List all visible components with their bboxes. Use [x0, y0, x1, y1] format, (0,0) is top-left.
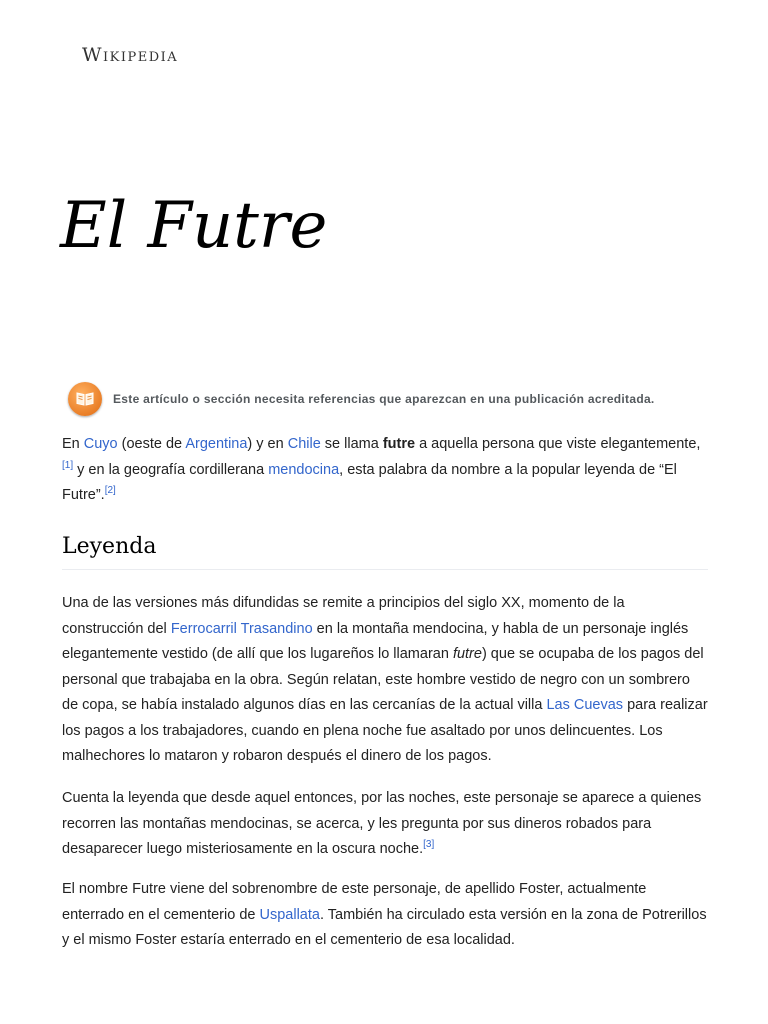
link-mendocina[interactable]: mendocina — [268, 461, 340, 478]
text: en la montaña mendocina, y habla de un personaje inglés elegantemente vestido (de allí que los lugareños lo llamaran — [62, 620, 689, 662]
link-argentina[interactable]: Argentina — [185, 436, 248, 452]
leyenda-paragraph-2 — [62, 786, 708, 863]
notice-text: Este artículo o sección necesita referencias que aparezcan en una publicación acreditada. — [113, 392, 655, 406]
leyenda-paragraph-3 — [62, 877, 708, 954]
text: , esta palabra da nombre a la popular leyenda de “El Futre”. — [62, 461, 677, 503]
page-title: El Futre — [60, 189, 328, 263]
text: Cuenta la leyenda que desde aquel entonces, por las noches, este personaje se aparece a quienes recorren las montañas mendocinas, se acerca, y les pregunta por sus dineros robados para desaparecer luego misteriosamente en la oscura noche. — [62, 790, 702, 857]
intro-paragraph — [62, 432, 708, 509]
text: se llama — [320, 436, 383, 452]
italic-futre: futre — [452, 646, 482, 662]
reference-2[interactable] — [105, 485, 116, 496]
text: El nombre Futre viene del sobrenombre de este personaje, de apellido Foster, actualmente enterrado en el cementerio de — [62, 881, 647, 923]
section-heading-leyenda: Leyenda — [62, 534, 708, 570]
text: Una de las versiones más difundidas se remite a principios del siglo XX, momento de la construcción del — [62, 595, 625, 637]
reference-3-link[interactable]: [3] — [423, 839, 435, 851]
text: para realizar los pagos a los trabajadores, cuando en plena noche fue asaltado por unos delincuentes. Los malhechores lo mataron y robaron después el dinero de los pagos. — [62, 697, 708, 764]
link-ferrocarril-trasandino[interactable]: Ferrocarril Trasandino — [170, 620, 313, 637]
text: a aquella persona que viste elegantemente, — [415, 436, 701, 452]
link-chile[interactable]: Chile — [287, 436, 321, 452]
reference-3[interactable] — [423, 839, 434, 850]
reference-1[interactable] — [62, 460, 73, 471]
text: (oeste de — [117, 436, 186, 452]
text: En — [62, 436, 84, 452]
wikipedia-wordmark[interactable]: Wikipedia — [82, 44, 179, 66]
link-las-cuevas[interactable]: Las Cuevas — [546, 697, 624, 713]
bold-term-futre: futre — [382, 436, 416, 452]
link-uspallata[interactable]: Uspallata — [259, 906, 320, 923]
refimprove-notice — [68, 382, 728, 416]
reference-2-link[interactable]: [2] — [104, 485, 116, 497]
text: ) que se ocupaba de los pagos del personal que trabajaba en la obra. Según relatan, este hombre vestido de negro con un sombrero de copa, se había instalado algunos días en las cercanías de la actual villa — [62, 646, 704, 713]
text: y en la geografía cordillerana — [73, 461, 269, 478]
text: ) y en — [247, 436, 288, 452]
book-icon — [68, 382, 102, 416]
leyenda-paragraph-1 — [62, 591, 708, 770]
link-cuyo[interactable]: Cuyo — [83, 436, 118, 452]
text: . También ha circulado esta versión en la zona de Potrerillos y el mismo Foster estaría enterrado en el cementerio de esa localidad. — [62, 906, 707, 948]
reference-1-link[interactable]: [1] — [62, 459, 74, 471]
